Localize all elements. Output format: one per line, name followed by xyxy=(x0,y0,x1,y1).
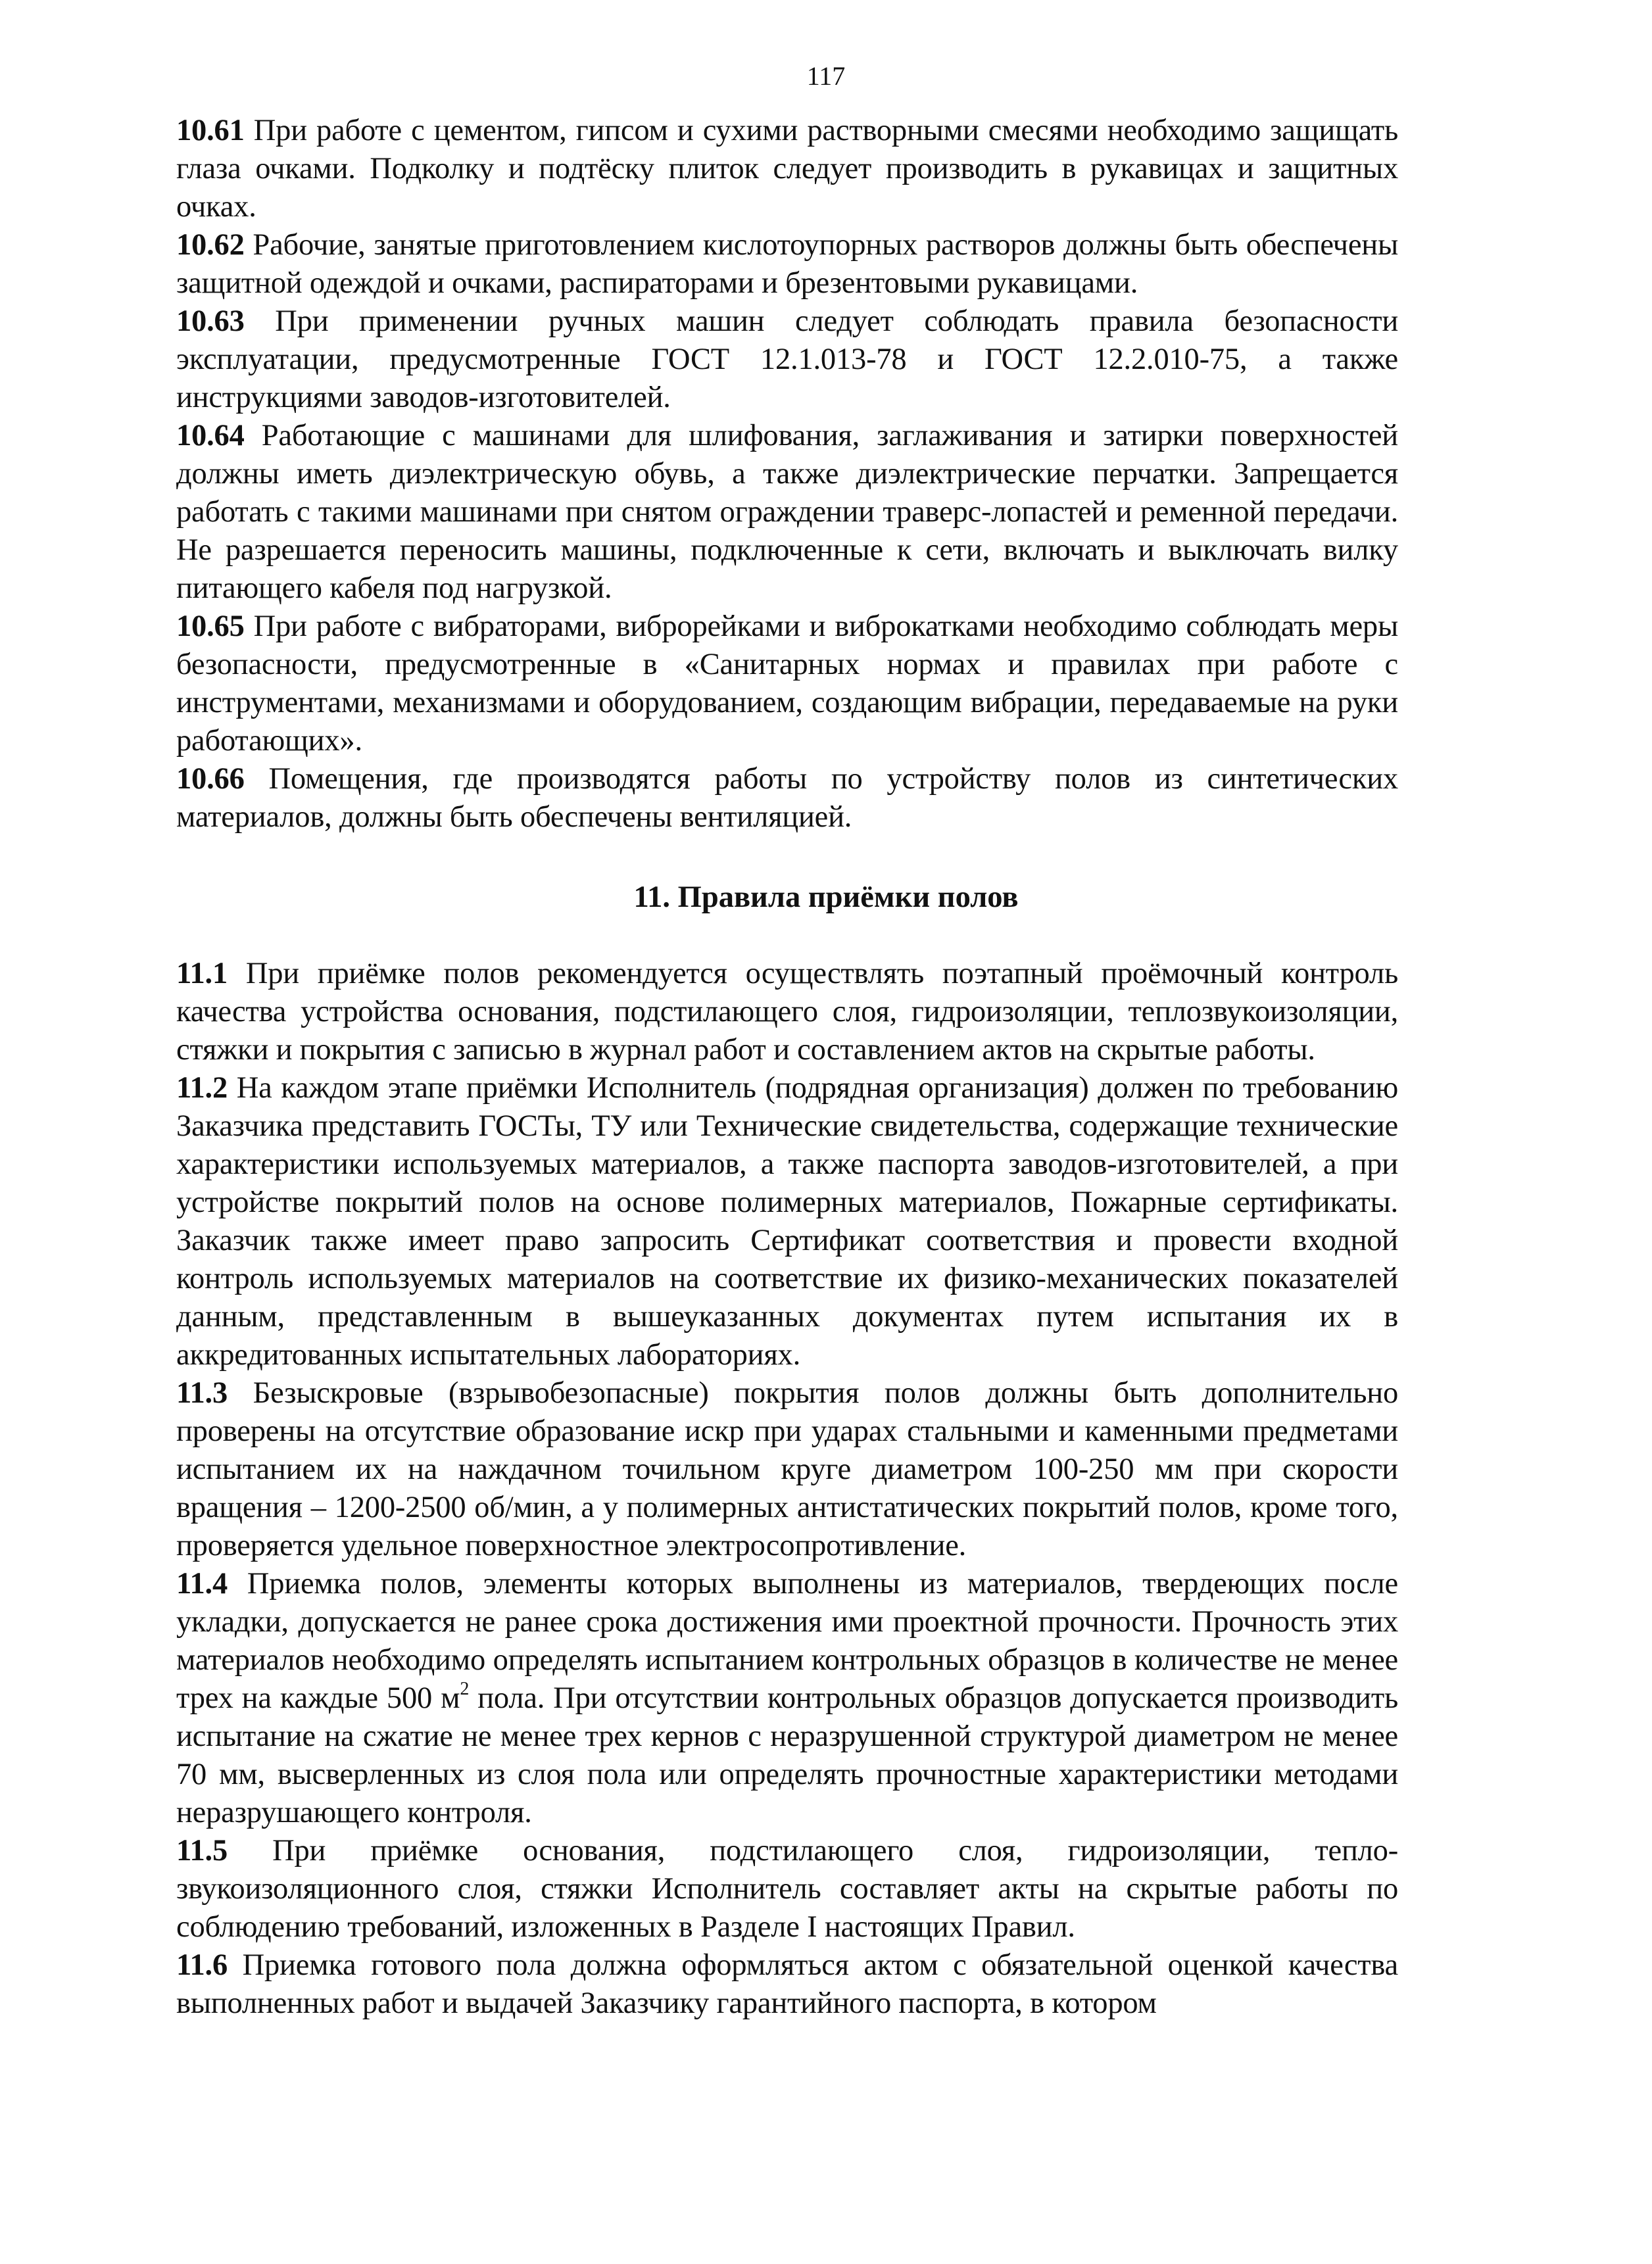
section-10-text xyxy=(176,112,1398,836)
paragraph-number: 10.65 xyxy=(176,610,245,643)
paragraph-text: При приёмке полов рекомендуется осуществлять поэтапный проёмочный контроль качества устройства основания, подстилающего слоя, гидроизоляции, теплозвукоизоляции, стяжки и покрытия с записью в журнал работ и составлением актов на скрытые работы. xyxy=(176,957,1398,1067)
paragraph-number: 10.64 xyxy=(176,419,245,452)
paragraph-text: На каждом этапе приёмки Исполнитель (подрядная организация) должен по требованию Заказчика представить ГОСТы, ТУ или Технические свидетельства, содержащие технические характеристики используемых материалов, а также паспорта заводов-изготовителей, а при устройстве покрытий полов на основе полимерных материалов, Пожарные сертификаты. Заказчик также имеет право запросить Сертификат соответствия и провести входной контроль используемых материалов на соответствие их физико-механических показателей данным, представленным в вышеуказанных документах путем испытания их в аккредитованных испытательных лабораториях. xyxy=(176,1071,1398,1372)
paragraph-11-2 xyxy=(176,1069,1398,1374)
paragraph-text: При работе с цементом, гипсом и сухими растворными смесями необходимо защищать глаза очками. Подколку и подтёску плиток следует производить в рукавицах и защитных очках. xyxy=(176,114,1398,224)
paragraph-10-66 xyxy=(176,760,1398,836)
paragraph-text: Безыскровые (взрывобезопасные) покрытия полов должны быть дополнительно проверены на отсутствие образование искр при ударах стальными и каменными предметами испытанием их на наждачном точильном круге диаметром 100-250 мм при скорости вращения – 1200-2500 об/мин, а у полимерных антистатических покрытий полов, кроме того, проверяется удельное поверхностное электросопротивление. xyxy=(176,1376,1398,1562)
paragraph-number: 10.63 xyxy=(176,304,245,338)
paragraph-number: 10.61 xyxy=(176,114,245,147)
paragraph-text: При приёмке основания, подстилающего слоя, гидроизоляции, тепло-звукоизоляционного слоя, стяжки Исполнитель составляет акты на скрытые работы по соблюдению требований, изложенных в Разделе I настоящих Правил. xyxy=(176,1834,1398,1944)
paragraph-10-62 xyxy=(176,226,1398,302)
paragraph-number: 11.4 xyxy=(176,1567,228,1601)
paragraph-text: При применении ручных машин следует соблюдать правила безопасности эксплуатации, предусмотренные ГОСТ 12.1.013-78 и ГОСТ 12.2.010-75, а также инструкциями заводов-изготовителей. xyxy=(176,304,1398,414)
paragraph-10-61 xyxy=(176,112,1398,226)
paragraph-11-3 xyxy=(176,1374,1398,1565)
paragraph-11-4 xyxy=(176,1565,1398,1832)
page-number: 117 xyxy=(806,61,846,91)
paragraph-number: 11.6 xyxy=(176,1948,228,1982)
paragraph-text: Рабочие, занятые приготовлением кислотоупорных растворов должны быть обеспечены защитной одеждой и очками, распираторами и брезентовыми рукавицами. xyxy=(176,228,1398,300)
paragraph-number: 10.62 xyxy=(176,228,245,262)
paragraph-number: 11.2 xyxy=(176,1071,228,1105)
paragraph-text: пола. При отсутствии контрольных образцов допускается производить испытание на сжатие не менее трех кернов с неразрушенной структурой диаметром не менее 70 мм, высверленных из слоя пола или определять прочностные характеристики методами неразрушающего контроля. xyxy=(176,1681,1398,1829)
paragraph-text: Работающие с машинами для шлифования, заглаживания и затирки поверхностей должны иметь диэлектрическую обувь, а также диэлектрические перчатки. Запрещается работать с такими машинами при снятом ограждении траверс-лопастей и ременной передачи. Не разрешается переносить машины, подключенные к сети, включать и выключать вилку питающего кабеля под нагрузкой. xyxy=(176,419,1398,605)
section-heading: 11. Правила приёмки полов xyxy=(633,880,1019,914)
paragraph-number: 11.1 xyxy=(176,957,228,990)
paragraph-text: При работе с вибраторами, виброрейками и виброкатками необходимо соблюдать меры безопасности, предусмотренные в «Санитарных нормах и правилах при работе с инструментами, механизмами и оборудованием, создающим вибрации, передаваемые на руки работающих». xyxy=(176,610,1398,758)
paragraph-number: 11.5 xyxy=(176,1834,228,1867)
superscript: 2 xyxy=(460,1679,470,1699)
paragraph-text: Помещения, где производятся работы по устройству полов из синтетических материалов, должны быть обеспечены вентиляцией. xyxy=(176,762,1398,834)
paragraph-11-6 xyxy=(176,1946,1398,2023)
paragraph-text: Приемка полов, элементы которых выполнены из материалов, твердеющих после укладки, допускается не ранее срока достижения ими проектной прочности. Прочность этих материалов необходимо определять испытанием контрольных образцов в количестве не менее трех на каждые 500 м xyxy=(176,1567,1398,1715)
paragraph-10-65 xyxy=(176,608,1398,760)
paragraph-text: Приемка готового пола должна оформляться актом с обязательной оценкой качества выполненных работ и выдачей Заказчику гарантийного паспорта, в котором xyxy=(176,1948,1398,2020)
paragraph-number: 11.3 xyxy=(176,1376,228,1410)
paragraph-11-5 xyxy=(176,1832,1398,1946)
paragraph-10-64 xyxy=(176,417,1398,608)
section-11-text xyxy=(176,955,1398,2023)
paragraph-11-1 xyxy=(176,955,1398,1069)
paragraph-number: 10.66 xyxy=(176,762,245,796)
paragraph-10-63 xyxy=(176,302,1398,417)
